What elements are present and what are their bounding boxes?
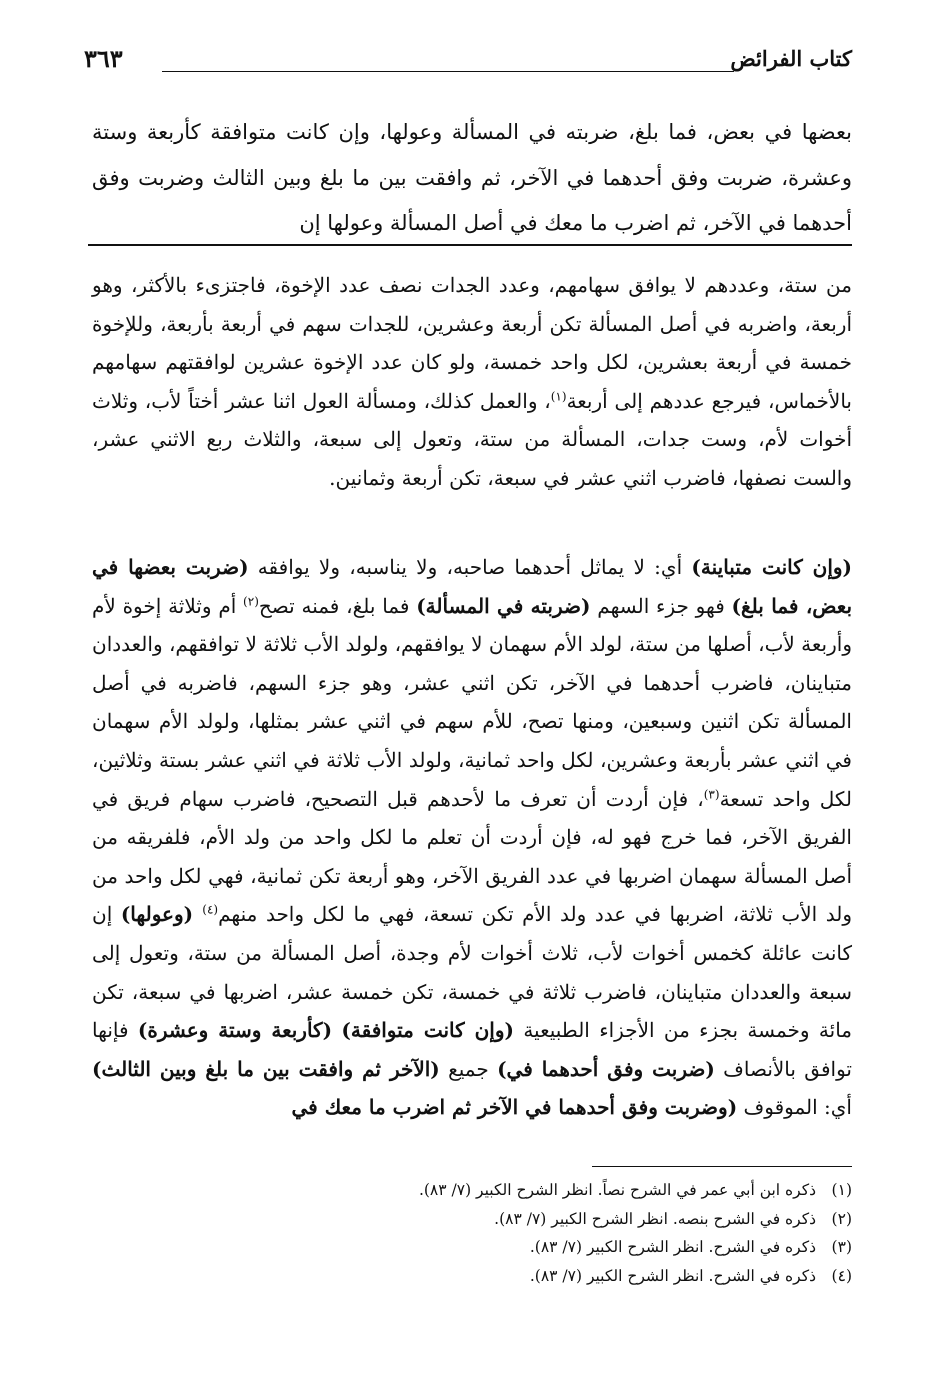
footnote-text: ذكره في الشرح بنصه. انظر الشرح الكبير (٧/ ٨٣). <box>494 1209 816 1228</box>
footnote-item <box>92 1262 852 1291</box>
commentary-text: ، فإن أردت أن تعرف ما لأحدهم قبل التصحيح، فاضرب سهام فريق في الفريق الآخر، فما خرج فهو له، فإن أردت أن تعلم ما لكل واحد من ولد الأم، فلفريقه من أصل المسألة سهمان اضربها في عدد الفريق الآخر، وهو أربعة تكن ثمانية، فهي لكل واحد من ولد الأب ثلاثة، اضربها في عدد ولد الأم تكن تسعة، فهي ما لكل واحد منهم <box>92 786 852 927</box>
commentary-text: فهو جزء السهم <box>590 593 732 618</box>
quoted-matn: (كأربعة وستة وعشرة) <box>137 1018 333 1043</box>
commentary-text: فإنها توافق بالأنصاف <box>92 1018 852 1081</box>
footnote-ref-2: (٢) <box>243 593 259 608</box>
quoted-matn: (وإن كانت متوافقة) <box>341 1018 514 1043</box>
footnotes <box>92 1176 852 1290</box>
footnote-text: ذكره ابن أبي عمر في الشرح نصاً. انظر الشرح الكبير (٧/ ٨٣). <box>418 1181 816 1199</box>
quoted-matn: (وإن كانت متباينة) <box>691 555 852 579</box>
commentary-text: جميع <box>439 1056 498 1081</box>
header-rule <box>162 71 734 72</box>
quoted-matn: (الآخر ثم وافقت بين ما بلغ وبين الثالث) <box>92 1056 440 1081</box>
footnote-ref-3: (٣) <box>703 786 720 801</box>
quoted-matn: (وعولها) <box>120 902 203 927</box>
footnote-text: ذكره في الشرح. انظر الشرح الكبير (٧/ ٨٣). <box>529 1266 816 1285</box>
chapter-title: كتاب الفرائض <box>730 46 852 71</box>
footnote-number: (١) <box>831 1181 852 1199</box>
footnote-number: (٤) <box>831 1266 852 1285</box>
footnote-item <box>92 1176 852 1205</box>
commentary-text: أم وثلاثة إخوة لأم وأربعة لأب، أصلها من ستة، لولد الأم سهمان لا يوافقهم، ولولد الأب ثلاثة لا توافقهم، والعددان متباينان، فاضرب أحدهما في الآخر، تكن اثني عشر، وهو جزء السهم، فاضربه في أصل المسألة تكن اثنين وسبعين، ومنها تصح، للأم سهم في اثني عشر بمثلها، ولولد الأم سهمان في اثني عشر بأربعة وعشرين، لكل واحد ثمانية، ولولد الأب ثلاثة في اثني عشر بستة وثلاثين، لكل واحد تسعة <box>92 593 852 811</box>
matn-paragraph: بعضها في بعض، فما بلغ، ضربته في المسألة وعولها، وإن كانت متوافقة كأربعة وستة وعشرة، ضربت وفق أحدهما في الآخر، ثم وافقت بين ما بلغ وبين الثالث وضربت وفق أحدهما في الآخر، ثم اضرب ما معك في أصل المسألة وعولها إن <box>92 120 852 235</box>
matn-separator <box>88 244 852 246</box>
commentary-text: من ستة، وعددهم لا يوافق سهامهم، وعدد الجدات نصف عدد الإخوة، فاجتزىء بالأكثر، وهو أربعة، واضربه في أصل المسألة تكن أربعة وعشرين، للجدات سهم في أربعة بأربعة، وللإخوة خمسة في أربعة بعشرين، لكل واحد خمسة، ولو كان عدد الإخوة عشرين لوافقتهم سهامهم بالأخماس، فيرجع عددهم إلى أربعة <box>92 273 852 413</box>
commentary-paragraph-2 <box>92 548 852 1127</box>
commentary-paragraph-1 <box>92 266 852 498</box>
quoted-matn: (وضربت وفق أحدهما في الآخر ثم اضرب ما معك في <box>291 1095 738 1120</box>
footnote-ref-4: (٤) <box>202 902 219 917</box>
page-number: ٣٦٣ <box>84 44 123 73</box>
commentary-text: فما بلغ، فمنه تصح <box>258 593 417 618</box>
running-header <box>84 44 852 80</box>
commentary-text: أي: لا يماثل أحدهما صاحبه، ولا يناسبه، ولا يوافقه <box>248 555 692 579</box>
commentary-text: إن كانت عائلة كخمس أخوات لأب، ثلاث أخوات لأم وجدة، أصل المسألة من ستة، وتعول إلى سبعة والعددان متباينان، فاضرب ثلاثة في خمسة، تكن خمسة عشر، اضربها في سبعة، تكن مائة وخمسة بجزء من الأجزاء الطبيعية <box>92 902 852 1043</box>
footnote-number: (٣) <box>831 1238 852 1256</box>
commentary-text: أي: الموقوف <box>737 1095 852 1120</box>
footnote-ref-1: (١) <box>550 389 567 404</box>
commentary-text <box>332 1018 341 1042</box>
commentary-block-1 <box>92 266 852 498</box>
quoted-matn: (ضربت بعضها في بعض، فما بلغ) <box>92 555 853 618</box>
footnote-separator <box>592 1166 852 1167</box>
quoted-matn: (ضربته في المسألة) <box>416 593 591 618</box>
footnote-item <box>92 1233 852 1262</box>
footnote-number: (٢) <box>831 1209 852 1228</box>
footnote-text: ذكره في الشرح. انظر الشرح الكبير (٧/ ٨٣). <box>529 1238 816 1256</box>
commentary-text: ، والعمل كذلك، ومسألة العول اثنا عشر أختاً لأب، وثلاث أخوات لأم، وست جدات، المسألة من ستة، وتعول إلى سبعة، والثلاث ربع الاثني عشر، والست نصفها، فاضرب اثني عشر في سبعة، تكن أربعة وثمانين. <box>92 388 852 490</box>
quoted-matn: (ضربت وفق أحدهما في) <box>497 1056 715 1081</box>
matn-text <box>92 110 852 247</box>
footnote-item <box>92 1205 852 1234</box>
commentary-block-2 <box>92 548 852 1127</box>
